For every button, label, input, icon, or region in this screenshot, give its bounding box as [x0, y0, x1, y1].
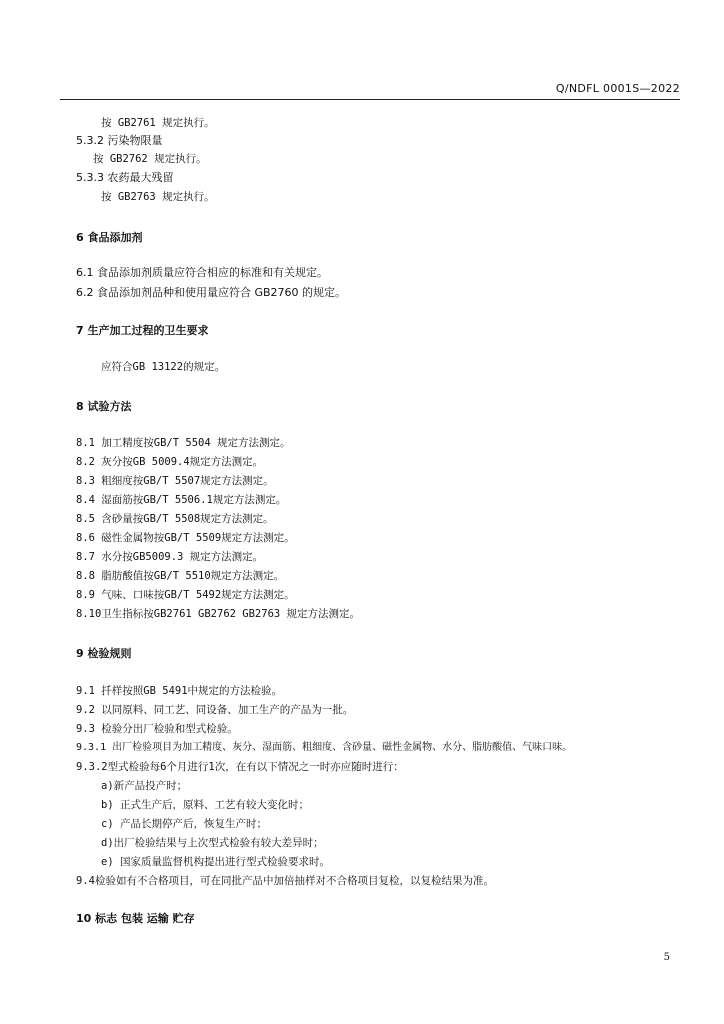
- s8-item: 8.6 磁性金属物按GB/T 5509规定方法测定。: [76, 532, 295, 544]
- s9-sub-item: a)新产品投产时；: [101, 780, 188, 792]
- s6-2: 6.2 食品添加剂品种和使用量应符合 GB2760 的规定。: [76, 286, 347, 299]
- header-rule: [60, 99, 680, 100]
- section-9-heading: 9 检验规则: [76, 647, 132, 660]
- s6-1: 6.1 食品添加剂质量应符合相应的标准和有关规定。: [76, 266, 328, 279]
- s9-4: 9.4检验如有不合格项目，可在同批产品中加倍抽样对不合格项目复检，以复检结果为准。: [76, 875, 494, 887]
- s9-sub-item: d)出厂检验结果与上次型式检验有较大差异时；: [101, 837, 324, 849]
- s8-item: 8.1 加工精度按GB/T 5504 规定方法测定。: [76, 437, 291, 449]
- s8-item: 8.10卫生指标按GB2761 GB2762 GB2763 规定方法测定。: [76, 608, 361, 620]
- section-6-heading: 6 食品添加剂: [76, 231, 143, 244]
- s8-item: 8.4 湿面筋按GB/T 5506.1规定方法测定。: [76, 494, 287, 506]
- s5-3-2-text: 按 GB2762 规定执行。: [93, 153, 207, 165]
- s8-item: 8.8 脂肪酸值按GB/T 5510规定方法测定。: [76, 570, 285, 582]
- s8-item: 8.7 水分按GB5009.3 规定方法测定。: [76, 551, 264, 563]
- s5-3-2-heading: 5.3.2 污染物限量: [76, 134, 163, 147]
- page-number: 5: [663, 952, 670, 963]
- section-10-heading: 10 标志 包装 运输 贮存: [76, 912, 195, 925]
- section-8-heading: 8 试验方法: [76, 400, 132, 413]
- s5-3-3-text: 按 GB2763 规定执行。: [101, 191, 215, 203]
- s9-3-1: 9.3.1 出厂检验项目为加工精度、灰分、湿面筋、粗细度、含砂量、磁性金属物、水分、脂肪酸值、气味口味。: [76, 742, 573, 753]
- s5-3-line: 按 GB2761 规定执行。: [101, 117, 215, 129]
- doc-code-header: Q/NDFL 0001S—2022: [555, 82, 680, 95]
- s5-3-3-heading: 5.3.3 农药最大残留: [76, 171, 174, 184]
- s9-sub-item: c) 产品长期停产后，恢复生产时；: [101, 818, 267, 830]
- section-7-heading: 7 生产加工过程的卫生要求: [76, 324, 209, 337]
- s9-3: 9.3 检验分出厂检验和型式检验。: [76, 723, 238, 735]
- s9-2: 9.2 以同原料、同工艺、同设备、加工生产的产品为一批。: [76, 704, 354, 716]
- s9-sub-item: b) 正式生产后，原料、工艺有较大变化时；: [101, 799, 309, 811]
- s8-item: 8.2 灰分按GB 5009.4规定方法测定。: [76, 456, 264, 468]
- s9-3-2: 9.3.2型式检验每6个月进行1次，在有以下情况之一时亦应随时进行：: [76, 761, 404, 773]
- s8-item: 8.9 气味、口味按GB/T 5492规定方法测定。: [76, 589, 295, 601]
- s8-item: 8.5 含砂量按GB/T 5508规定方法测定。: [76, 513, 274, 525]
- s8-item: 8.3 粗细度按GB/T 5507规定方法测定。: [76, 475, 274, 487]
- s9-1: 9.1 扦样按照GB 5491中规定的方法检验。: [76, 685, 283, 697]
- s9-sub-item: e) 国家质量监督机构提出进行型式检验要求时。: [101, 856, 330, 868]
- s7-text: 应符合GB 13122的规定。: [101, 361, 226, 373]
